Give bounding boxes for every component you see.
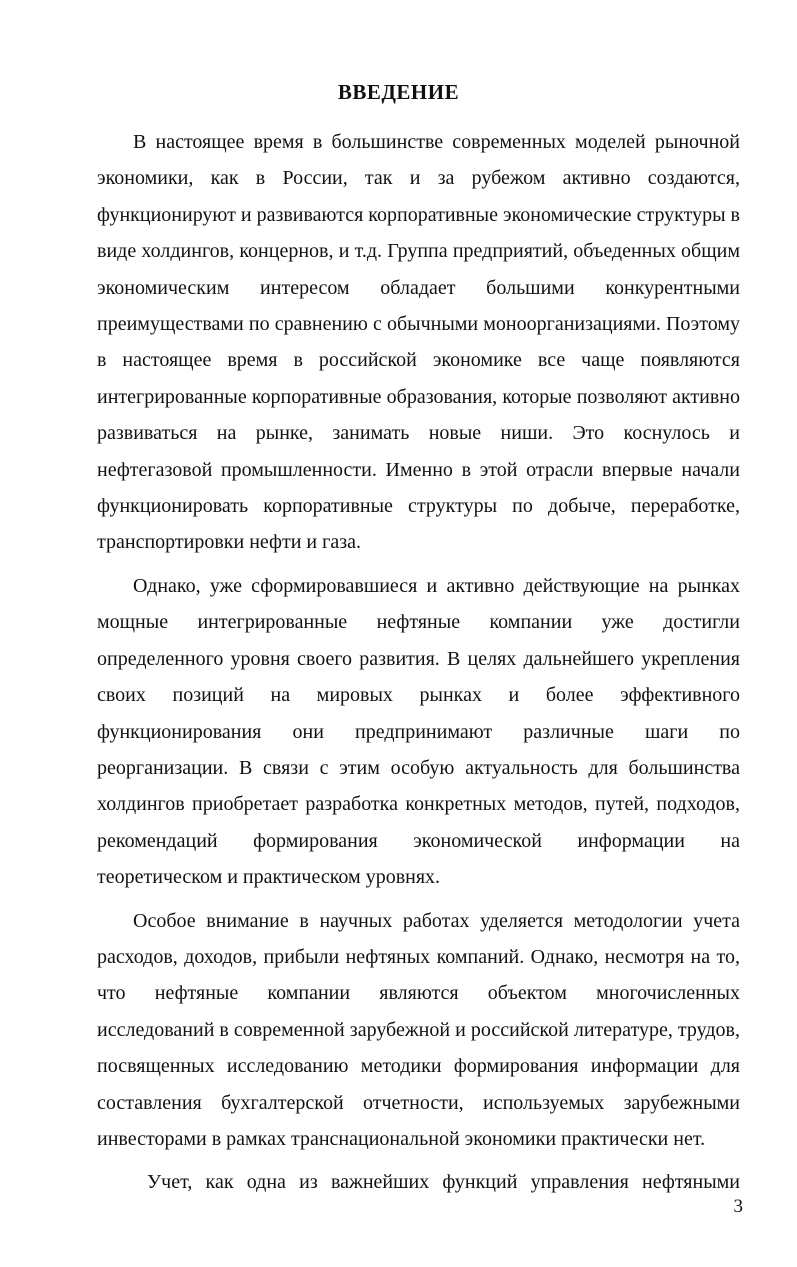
text-line: функционируют и развиваются корпоративные экономические структуры в: [97, 203, 740, 226]
text-line: мощные интегрированные нефтяные компании уже достигли: [97, 611, 740, 634]
text-line: исследований в современной зарубежной и российской литературе, трудов,: [97, 1018, 740, 1041]
text-line: своих позиций на мировых рынках и более эффективного: [97, 684, 740, 707]
text-line: определенного уровня своего развития. В целях дальнейшего укрепления: [97, 647, 740, 670]
text-line: составления бухгалтерской отчетности, используемых зарубежными: [97, 1091, 740, 1114]
paragraph-1: [97, 124, 740, 561]
text-line: Однако, уже сформировавшиеся и активно действующие на рынках: [133, 574, 740, 597]
text-line: теоретическом и практическом уровнях.: [97, 866, 441, 889]
page-number: 3: [733, 1196, 743, 1217]
paragraph-3: [97, 903, 740, 1158]
body-text: [97, 124, 740, 1208]
text-line: в настоящее время в российской экономике все чаще появляются: [97, 349, 740, 372]
text-line: функционировать корпоративные структуры по добыче, переработке,: [97, 495, 740, 518]
text-line: преимуществами по сравнению с обычными моноорганизациями. Поэтому: [97, 313, 740, 336]
text-line: развиваться на рынке, занимать новые ниши. Это коснулось и: [97, 422, 740, 445]
text-line: рекомендаций формирования экономической информации на: [97, 829, 740, 852]
text-line: интегрированные корпоративные образования, которые позволяют активно: [97, 385, 740, 408]
paragraph-2: [97, 568, 740, 896]
text-line: расходов, доходов, прибыли нефтяных компаний. Однако, несмотря на то,: [97, 945, 740, 968]
text-line: экономическим интересом обладает большими конкурентными: [97, 276, 740, 299]
text-line: Учет, как одна из важнейших функций управления нефтяными: [147, 1171, 740, 1194]
text-line: виде холдингов, концернов, и т.д. Группа предприятий, объеденных общим: [97, 240, 740, 263]
text-line: что нефтяные компании являются объектом многочисленных: [97, 982, 740, 1005]
text-line: посвященных исследованию методики формирования информации для: [97, 1055, 740, 1078]
text-line: нефтегазовой промышленности. Именно в этой отрасли впервые начали: [97, 458, 740, 481]
text-line: Особое внимание в научных работах уделяется методологии учета: [133, 909, 740, 932]
text-line: холдингов приобретает разработка конкретных методов, путей, подходов,: [97, 793, 740, 816]
text-line: экономики, как в России, так и за рубежом активно создаются,: [97, 167, 740, 190]
text-line: В настоящее время в большинстве современных моделей рыночной: [133, 131, 740, 153]
paragraph-4: [97, 1164, 740, 1200]
text-line: инвесторами в рамках транснациональной экономики практически нет.: [97, 1127, 706, 1150]
text-line: реорганизации. В связи с этим особую актуальность для большинства: [97, 756, 740, 779]
section-title: ВВЕДЕНИЕ: [337, 80, 460, 104]
text-line: функционирования они предпринимают различные шаги по: [97, 720, 740, 743]
text-line: транспортировки нефти и газа.: [97, 531, 361, 554]
